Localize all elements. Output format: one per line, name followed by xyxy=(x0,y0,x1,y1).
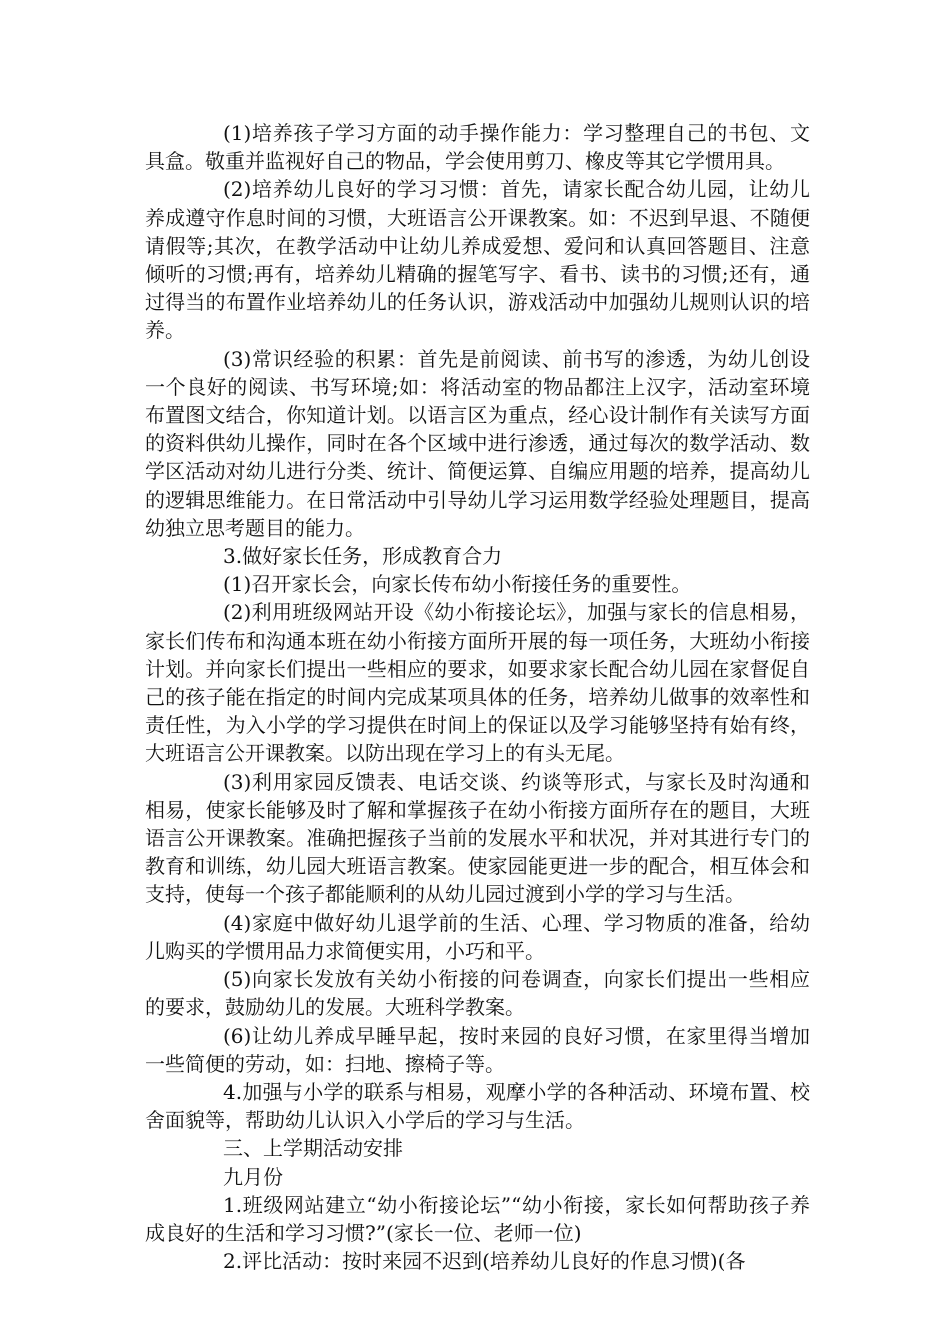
month-heading-september: 九月份 xyxy=(223,1164,283,1189)
paragraph-2: (2)培养幼儿良好的学习习惯：首先，请家长配合幼儿园，让幼儿养成遵守作息时间的习惯，大班语言公开课教案。如：不迟到早退、不随便请假等;其次，在教学活动中让幼儿养成爱想、爱问和认真回答题目、注意倾听的习惯;再有，培养幼儿精确的握笔写字、看书、读书的习惯;还有，通过得当的布置作业培养幼儿的任务认识，游戏活动中加强幼儿规则认识的培养。 xyxy=(145,177,810,343)
paragraph-1: (1)培养孩子学习方面的动手操作能力：学习整理自己的书包、文具盒。敬重并监视好自己的物品，学会使用剪刀、橡皮等其它学惯用具。 xyxy=(145,121,810,174)
paragraph-12: 2.评比活动：按时来园不迟到(培养幼儿良好的作息习惯)(各 xyxy=(223,1249,746,1274)
paragraph-4: (1)召开家长会，向家长传布幼小衔接任务的重要性。 xyxy=(223,572,692,597)
paragraph-8: (5)向家长发放有关幼小衔接的问卷调查，向家长们提出一些相应的要求，鼓励幼儿的发展。大班科学教案。 xyxy=(145,967,810,1020)
paragraph-7: (4)家庭中做好幼儿退学前的生活、心理、学习物质的准备，给幼儿购买的学惯用品力求简便实用，小巧和平。 xyxy=(145,910,810,963)
paragraph-10: 4.加强与小学的联系与相易，观摩小学的各种活动、环境布置、校舍面貌等，帮助幼儿认识入小学后的学习与生活。 xyxy=(145,1079,810,1133)
paragraph-5: (2)利用班级网站开设《幼小衔接论坛》，加强与家长的信息相易，家长们传布和沟通本班在幼小衔接方面所开展的每一项任务，大班幼小衔接计划。并向家长们提出一些相应的要求，如要求家长配合幼儿园在家督促自己的孩子能在指定的时间内完成某项具体的任务，培养幼儿做事的效率性和责任性，为入小学的学习提供在时间上的保证以及学习能够坚持有始有终，大班语言公开课教案。以防出现在学习上的有头无尾。 xyxy=(145,600,810,766)
paragraph-6: (3)利用家园反馈表、电话交谈、约谈等形式，与家长及时沟通和相易，使家长能够及时了解和掌握孩子在幼小衔接方面所存在的题目，大班语言公开课教案。准确把握孩子当前的发展水平和状况，并对其进行专门的教育和训练，幼儿园大班语言教案。使家园能更进一步的配合，相互体会和支持，使每一个孩子都能顺利的从幼儿园过渡到小学的学习与生活。 xyxy=(145,769,810,907)
paragraph-3: (3)常识经验的积累：首先是前阅读、前书写的渗透，为幼儿创设一个良好的阅读、书写环境;如：将活动室的物品都注上汉字，活动室环境布置图文结合，你知道计划。以语言区为重点，经心设计制作有关读写方面的资料供幼儿操作，同时在各个区域中进行渗透，通过每次的数学活动、数学区活动对幼儿进行分类、统计、简便运算、自编应用题的培养，提高幼儿的逻辑思维能力。在日常活动中引导幼儿学习运用数学经验处理题目，提高幼独立思考题目的能力。 xyxy=(145,346,810,540)
paragraph-11: 1.班级网站建立“幼小衔接论坛”“幼小衔接，家长如何帮助孩子养成良好的生活和学习习惯?”(家长一位、老师一位) xyxy=(145,1192,810,1245)
section-heading-activities: 三、上学期活动安排 xyxy=(223,1136,403,1161)
section-heading-3: 3.做好家长任务，形成教育合力 xyxy=(223,544,503,569)
document-page xyxy=(145,119,810,1275)
paragraph-9: (6)让幼儿养成早睡早起，按时来园的良好习惯，在家里得当增加一些简便的劳动，如：扫地、擦椅子等。 xyxy=(145,1023,810,1076)
